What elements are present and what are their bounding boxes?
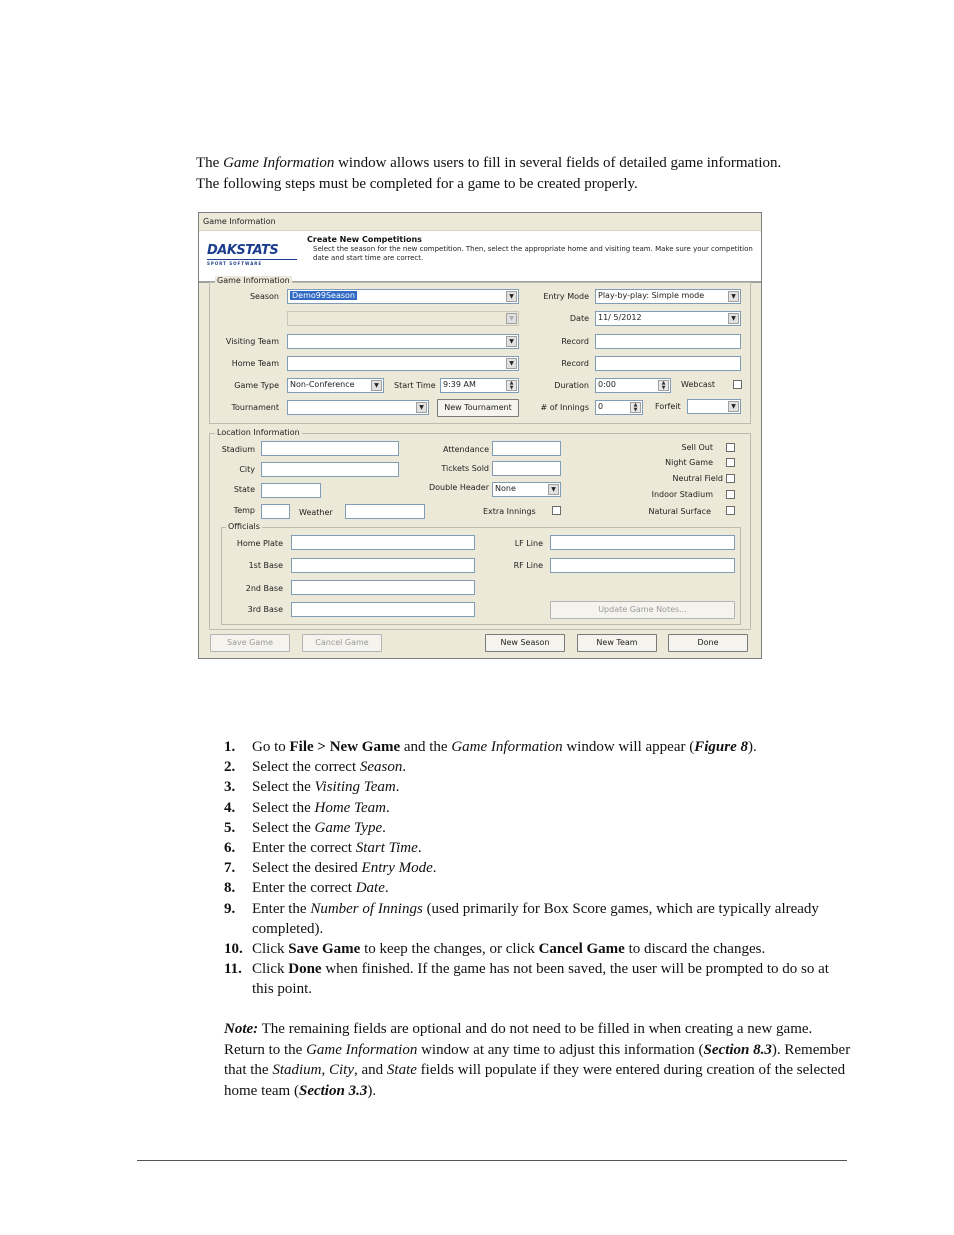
tickets-sold-input[interactable] [492,461,561,476]
step-number: 10. [224,941,243,958]
steps-list [224,737,854,1000]
duration-value: 0:00 [598,380,616,389]
step-italic: Number of Innings [310,900,423,917]
step-text: Enter the [252,900,311,917]
stadium-input[interactable] [261,441,399,456]
season-value: Demo99Season [292,291,355,300]
game-type-select[interactable] [287,378,384,393]
step-text: Go to [252,739,290,755]
list-item [224,757,854,777]
natural-surface-label: Natural Surface [648,507,711,516]
note-text: , [321,1062,329,1078]
step-bold: Cancel Game [538,941,625,958]
tickets-sold-label: Tickets Sold [441,464,489,473]
date-label: Date [569,314,589,323]
step-italic: Visiting Team [314,779,396,796]
tournament-label: Tournament [231,403,279,412]
tournament-select[interactable] [287,400,429,415]
save-game-button[interactable]: Save Game [210,634,290,652]
step-italic: Entry Mode [361,860,433,877]
attendance-input[interactable] [492,441,561,456]
header-title: Create New Competitions [307,235,422,244]
innings-value: 0 [598,402,604,411]
step-number: 1. [224,739,236,755]
neutral-field-checkbox[interactable] [726,474,735,483]
intro-text-rest: window allows users to fill in several fields of detailed game information. [334,155,782,171]
intro-text: The [196,155,224,171]
list-item [224,899,854,939]
step-text: . [395,779,400,796]
update-game-notes-button[interactable]: Update Game Notes... [550,601,735,619]
step-italic: Season [359,759,403,776]
forfeit-select[interactable] [687,399,741,414]
step-number: 4. [224,799,236,816]
chevron-down-icon: ▼ [506,336,517,347]
chevron-down-icon: ▼ [371,380,382,391]
home-team-label: Home Team [231,359,279,368]
second-base-input[interactable] [291,580,475,595]
step-text: Enter the correct [252,880,356,897]
note-text: ). Remember that the [224,1041,851,1078]
chevron-down-icon: ▼ [728,313,739,324]
visiting-record-input[interactable] [595,334,741,349]
home-plate-input[interactable] [291,535,475,550]
state-label: State [233,485,255,494]
step-text: Select the [252,819,315,836]
neutral-field-label: Neutral Field [672,474,723,483]
step-text: Click [252,941,289,958]
step-text: Select the desired [252,860,362,877]
step-text: to discard the changes. [624,941,766,958]
chevron-down-icon: ▼ [548,484,559,495]
home-plate-label: Home Plate [236,539,283,548]
step-text: . [384,880,389,897]
lf-line-input[interactable] [550,535,735,550]
note-text: , and [354,1062,387,1078]
chevron-down-icon: ▼ [506,358,517,369]
step-text: Select the [252,779,315,796]
stadium-label: Stadium [221,445,255,454]
note-italic: City [329,1062,354,1078]
visiting-team-select[interactable] [287,334,519,349]
double-header-select[interactable] [492,482,561,497]
note-text: window at any time to adjust this information ( [417,1041,704,1058]
step-number: 7. [224,860,236,877]
extra-innings-checkbox[interactable] [552,506,561,515]
intro-text-line2: The following steps must be completed for a game to be created properly. [196,176,638,192]
list-item [224,777,854,797]
city-input[interactable] [261,462,399,477]
sell-out-label: Sell Out [681,443,713,452]
double-header-value: None [495,484,516,493]
logo-subtext: SPORT SOFTWARE [207,261,263,266]
indoor-stadium-label: Indoor Stadium [651,490,713,499]
visiting-record-label: Record [561,337,589,346]
weather-label: Weather [299,508,333,517]
step-number: 5. [224,819,236,836]
state-input[interactable] [261,483,321,498]
entry-mode-label: Entry Mode [543,292,589,301]
chevron-down-icon: ▼ [416,402,427,413]
natural-surface-checkbox[interactable] [726,506,735,515]
step-italic: Start Time [355,840,418,857]
indoor-stadium-checkbox[interactable] [726,490,735,499]
step-text: ). [748,739,757,755]
dakstats-logo [207,243,297,266]
spinner-icon[interactable]: ▲ ▼ [630,402,641,413]
step-text: window will appear ( [562,739,695,755]
chevron-down-icon: ▼ [728,291,739,302]
sell-out-checkbox[interactable] [726,443,735,452]
game-type-label: Game Type [234,381,279,390]
innings-label: # of Innings [540,403,589,412]
entry-mode-select[interactable] [595,289,741,304]
start-time-value: 9:39 AM [443,380,476,389]
spinner-icon[interactable]: ▲ ▼ [506,380,517,391]
list-item [224,878,854,898]
note-italic: State [386,1062,417,1078]
list-item [224,737,854,757]
duration-input[interactable] [595,378,671,393]
chevron-down-icon: ▼ [506,313,517,324]
home-record-label: Record [561,359,589,368]
step-text: . [382,819,386,836]
temp-input[interactable] [261,504,290,519]
cancel-game-button[interactable]: Cancel Game [302,634,382,652]
note-text: fields will populate if they were entered during creation of the selected home team ( [224,1062,846,1099]
attendance-label: Attendance [443,445,489,454]
chevron-down-icon: ▼ [728,401,739,412]
step-number: 8. [224,880,236,897]
city-label: City [239,465,255,474]
rf-line-label: RF Line [513,561,543,570]
intro-paragraph [196,153,876,195]
duration-label: Duration [554,381,589,390]
new-tournament-button[interactable]: New Tournament [437,399,519,417]
step-text: and the [400,739,452,755]
new-team-button[interactable]: New Team [577,634,657,652]
visiting-team-label: Visiting Team [225,337,279,346]
officials-group-label: Officials [228,522,260,531]
step-text: . [432,860,437,877]
list-item [224,838,854,858]
season-label: Season [249,292,279,301]
step-italic: Game Information [451,739,563,755]
date-value: 11/ 5/2012 [598,313,642,322]
innings-input[interactable] [595,400,643,415]
step-number: 9. [224,900,236,917]
game-information-dialog [198,212,762,659]
entry-mode-value: Play-by-play: Simple mode [598,291,705,300]
intro-emphasis: Game Information [223,155,335,171]
second-base-label: 2nd Base [245,584,283,593]
note-text: The remaining fields are optional and do not need to be filled in when creating a new game. Return to the [224,1021,813,1058]
game-type-value: Non-Conference [290,380,355,389]
list-item [224,959,854,999]
forfeit-label: Forfeit [655,402,681,411]
step-text: . [402,759,407,776]
step-text: Click [252,961,289,978]
temp-label: Temp [233,506,255,515]
third-base-input[interactable] [291,602,475,617]
lf-line-label: LF Line [514,539,543,548]
home-team-select[interactable] [287,356,519,371]
date-picker[interactable] [595,311,741,326]
note-paragraph [224,1019,854,1101]
step-bold: File > New Game [289,739,401,755]
note-italic: Game Information [306,1041,418,1058]
logo-text: DAKSTATS [207,243,279,258]
third-base-label: 3rd Base [247,605,283,614]
list-item [224,858,854,878]
step-text: . [417,840,422,857]
dialog-title: Game Information [203,217,276,226]
weather-input[interactable] [345,504,425,519]
step-bold: Done [288,961,322,978]
step-text: Select the [252,799,315,816]
step-text: Enter the correct [252,840,356,857]
game-information-group-label: Game Information [217,276,290,285]
dialog-title-bar [199,213,761,231]
step-number: 3. [224,779,236,796]
note-text: ). [367,1082,377,1099]
section-reference: Section 3.3 [298,1082,368,1099]
list-item [224,818,854,838]
new-season-button[interactable]: New Season [485,634,565,652]
section-reference: Section 8.3 [703,1041,772,1058]
note-label: Note: [224,1021,259,1037]
home-record-input[interactable] [595,356,741,371]
list-item [224,939,854,959]
step-text: to keep the changes, or click [360,941,539,958]
webcast-checkbox[interactable] [733,380,742,389]
season-select[interactable] [287,289,519,304]
season-subselect [287,311,519,326]
extra-innings-label: Extra Innings [483,507,536,516]
step-text: (used primarily for Box Score games, which are typically already completed). [252,900,819,937]
webcast-label: Webcast [681,380,716,389]
night-game-checkbox[interactable] [726,458,735,467]
start-time-input[interactable] [440,378,519,393]
step-number: 11. [224,961,242,978]
step-text: . [386,799,390,816]
step-text: Select the correct [252,759,360,776]
header-description: Select the season for the new competition. Then, select the appropriate home and visiting team. Make sure your competition date and start time are correct. [313,245,753,262]
step-italic: Date [355,880,385,897]
step-number: 6. [224,840,236,857]
chevron-down-icon: ▼ [506,291,517,302]
rf-line-input[interactable] [550,558,735,573]
footer-rule [137,1160,847,1161]
figure-reference: Figure 8 [694,739,748,755]
step-number: 2. [224,759,236,776]
list-item [224,798,854,818]
double-header-label: Double Header [428,483,489,492]
spinner-icon[interactable]: ▲ ▼ [658,380,669,391]
night-game-label: Night Game [665,458,713,467]
location-information-group-label: Location Information [217,428,300,437]
step-italic: Game Type [314,819,383,836]
done-button[interactable]: Done [668,634,748,652]
start-time-label: Start Time [394,381,436,390]
step-text: when finished. If the game has not been saved, the user will be prompted to do so at this point. [252,961,829,998]
step-bold: Save Game [288,941,361,958]
note-italic: Stadium [272,1062,322,1078]
step-italic: Home Team [314,799,387,816]
first-base-input[interactable] [291,558,475,573]
first-base-label: 1st Base [248,561,283,570]
